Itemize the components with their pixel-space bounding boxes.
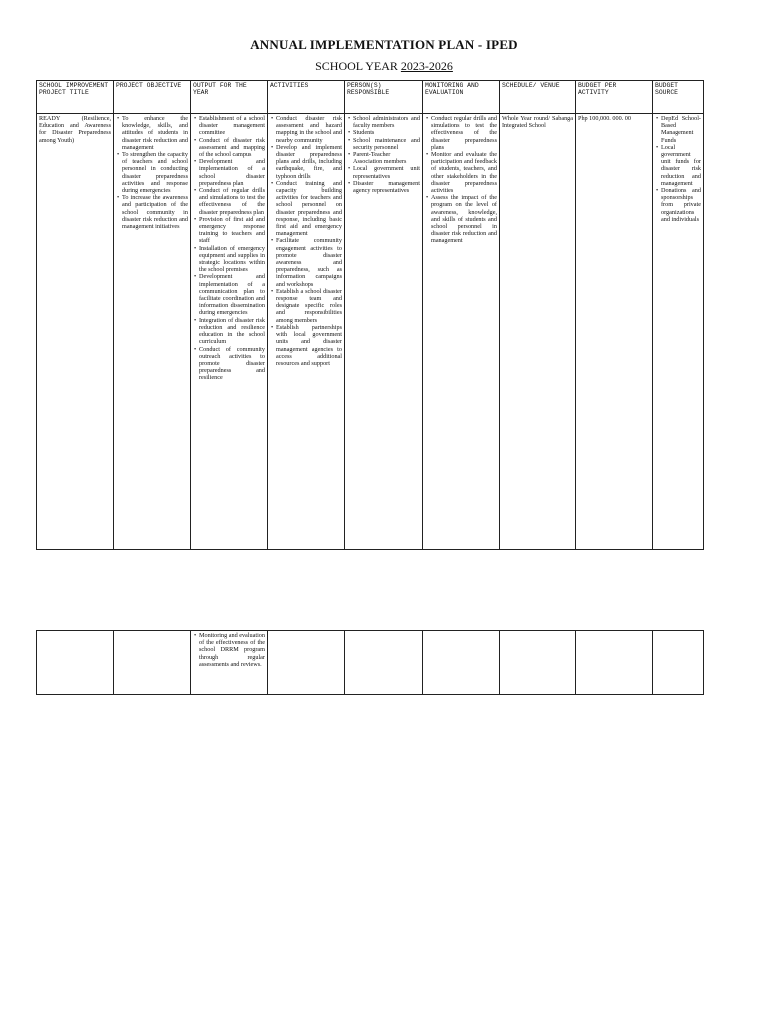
list-item: • Development and implementation of a communication plan to facilitate coordination and information dissemination during emergencies (199, 273, 265, 316)
list-item: • Establishment of a school disaster management committee (199, 115, 265, 137)
empty-cell (653, 631, 704, 695)
continuation-outputs-cell (191, 631, 268, 695)
monitoring-list (425, 115, 497, 245)
list-item: • Development and implementation of a school disaster preparedness plan (199, 158, 265, 187)
list-item: • Monitoring and evaluation of the effectiveness of the school DRRM program through regular assessments and reviews. (199, 632, 265, 668)
empty-cell (268, 631, 345, 695)
list-item: • Local government unit representatives (353, 165, 420, 179)
list-item: • Provision of first aid and emergency response training to teachers and staff (199, 216, 265, 245)
list-item: • Monitor and evaluate the participation and feedback of students, teachers, and other stakeholders in the disaster preparedness activities (431, 151, 497, 194)
header-cell: ACTIVITIES (268, 81, 345, 114)
header-cell: BUDGET PER ACTIVITY (576, 81, 653, 114)
list-item: • Local government unit funds for disaster risk reduction and management (661, 144, 701, 187)
list-item: • Installation of emergency equipment and supplies in strategic locations within the school premises (199, 245, 265, 274)
list-item: • To strengthen the capacity of teachers and school personnel in conducting disaster preparedness activities and response during emergencies (122, 151, 188, 194)
objectives-list (116, 115, 188, 230)
list-item: • Establish partnerships with local government units and disaster management agencies to access additional resources and support (276, 324, 342, 367)
empty-cell (37, 631, 114, 695)
persons-cell (345, 114, 423, 550)
list-item: • Conduct disaster risk assessment and hazard mapping in the school and nearby community (276, 115, 342, 144)
list-item: • Conduct of disaster risk assessment and mapping of the school campus (199, 137, 265, 159)
list-item: • To enhance the knowledge, skills, and attitudes of students in disaster risk reduction and management (122, 115, 188, 151)
header-cell: PROJECT OBJECTIVE (114, 81, 191, 114)
school-year-line (0, 59, 768, 74)
continuation-outputs-list (193, 632, 265, 668)
continuation-table (36, 630, 704, 695)
outputs-list (193, 115, 265, 382)
outputs-cell (191, 114, 268, 550)
activities-list (270, 115, 342, 367)
schedule-cell: Whole Year round/ Sabanga Integrated School (500, 114, 576, 550)
header-cell: SCHEDULE/ VENUE (500, 81, 576, 114)
list-item: • School administrators and faculty members (353, 115, 420, 129)
list-item: • Donations and sponsorships from private organizations and individuals (661, 187, 701, 223)
list-item: • Conduct of community outreach activities to promote disaster preparedness and resilience (199, 346, 265, 382)
header-cell: BUDGET SOURCE (653, 81, 704, 114)
sources-cell (653, 114, 704, 550)
document-title: ANNUAL IMPLEMENTATION PLAN - IPED (250, 37, 518, 52)
implementation-plan-table (36, 80, 704, 550)
sources-list (655, 115, 701, 223)
list-item: • Conduct of regular drills and simulations to test the effectiveness of the disaster preparedness plan (199, 187, 265, 216)
table-row (37, 114, 704, 550)
list-item: • Conduct regular drills and simulations to test the effectiveness of the disaster preparedness plans (431, 115, 497, 151)
list-item: • Assess the impact of the program on the level of awareness, knowledge, and skills of students and school personnel in disaster risk reduction and management (431, 194, 497, 244)
list-item: • Facilitate community engagement activities to promote disaster awareness and preparedness, such as information campaigns and workshops (276, 237, 342, 287)
list-item: • Disaster management agency representatives (353, 180, 420, 194)
list-item: • Develop and implement disaster preparedness plans and drills, including earthquake, fire, and typhoon drills (276, 144, 342, 180)
header-cell: PERSON(S) RESPONSIBLE (345, 81, 423, 114)
header-cell: OUTPUT FOR THE YEAR (191, 81, 268, 114)
header-cell: SCHOOL IMPROVEMENT PROJECT TITLE (37, 81, 114, 114)
table-row (37, 631, 704, 695)
objectives-cell (114, 114, 191, 550)
school-year-label: SCHOOL YEAR (315, 59, 398, 73)
list-item: • Integration of disaster risk reduction and resilience education in the school curriculum (199, 317, 265, 346)
list-item: • To increase the awareness and participation of the school community in disaster risk reduction and management initiatives (122, 194, 188, 230)
empty-cell (114, 631, 191, 695)
school-year-value: 2023-2026 (400, 59, 453, 73)
list-item: • School maintenance and security personnel (353, 137, 420, 151)
project-title-cell: READY (Resilience, Education and Awareness for Disaster Preparedness among Youth) (37, 114, 114, 550)
table-header-row (37, 81, 704, 114)
list-item: • DepEd School-Based Management Funds (661, 115, 701, 144)
activities-cell (268, 114, 345, 550)
header-cell: MONITORING AND EVALUATION (423, 81, 500, 114)
persons-list (347, 115, 420, 194)
list-item: • Parent-Teacher Association members (353, 151, 420, 165)
monitoring-cell (423, 114, 500, 550)
empty-cell (423, 631, 500, 695)
list-item: • Conduct training and capacity building activities for teachers and school personnel on disaster preparedness and response, including basic first aid and emergency management (276, 180, 342, 238)
budget-cell: Php 100,000. 000. 00 (576, 114, 653, 550)
list-item: • Students (353, 129, 420, 136)
empty-cell (500, 631, 576, 695)
empty-cell (576, 631, 653, 695)
empty-cell (345, 631, 423, 695)
list-item: • Establish a school disaster response team and designate specific roles and responsibilities among members (276, 288, 342, 324)
